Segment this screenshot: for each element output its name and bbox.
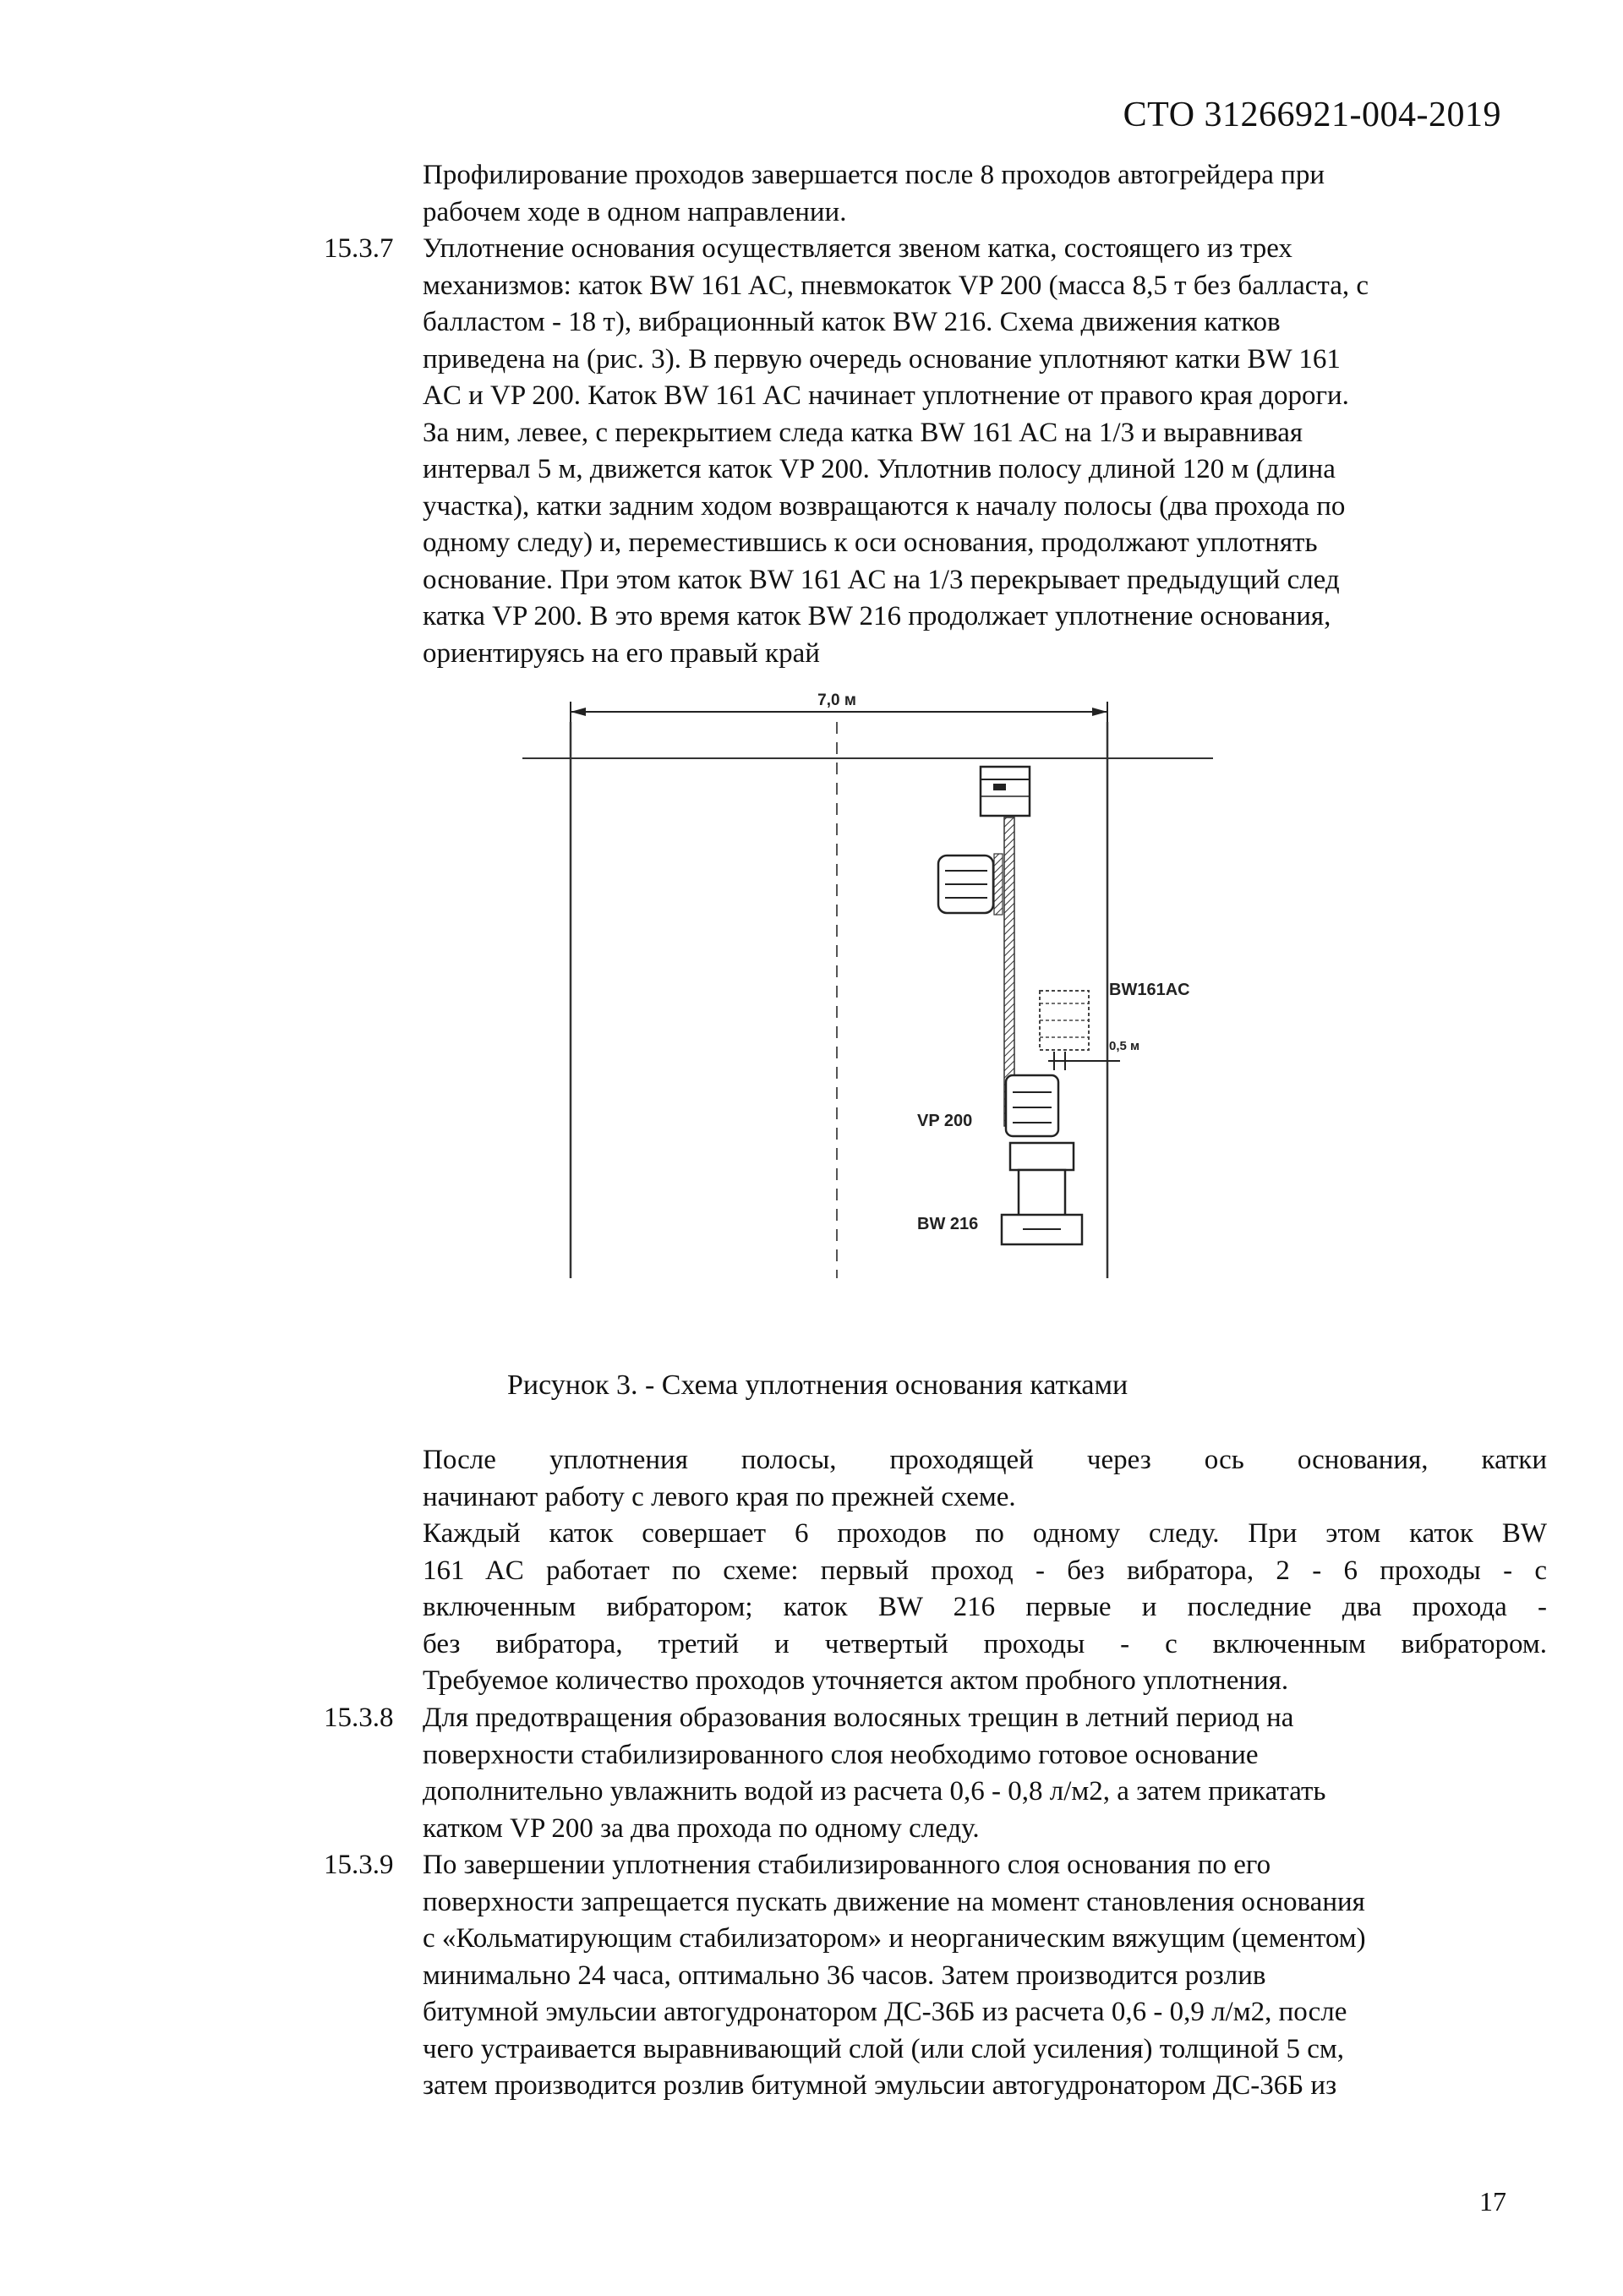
text-line: затем производится розлив битумной эмульсии автогудронатором ДС-36Б из: [423, 2070, 1337, 2101]
text-line: интервал 5 м, движется каток VP 200. Уплотнив полосу длиной 120 м (длина: [423, 454, 1336, 484]
text-line: катка VP 200. В это время каток BW 216 продолжает уплотнение основания,: [423, 601, 1331, 631]
text-line: балластом - 18 т), вибрационный каток BW 216. Схема движения катков: [423, 307, 1281, 337]
roller-vp200: [1006, 1075, 1058, 1136]
text-line: Профилирование проходов завершается после 8 проходов автогрейдера при: [423, 160, 1325, 190]
roller-bw216: [1002, 1143, 1082, 1244]
text-line: Каждый каток совершает 6 проходов по одному следу. При этом каток BW: [423, 1518, 1547, 1549]
text-line: начинают работу с левого края по прежней схеме.: [423, 1481, 1016, 1512]
figure-compaction-scheme: [499, 686, 1234, 1295]
label-vp200: VP 200: [917, 1112, 973, 1130]
text-line: поверхности стабилизированного слоя необходимо готовое основание: [423, 1739, 1259, 1770]
section-number-15-3-8: 15.3.8: [324, 1703, 394, 1733]
dimension-label: 7,0 м: [817, 692, 856, 709]
figure-caption: Рисунок 3. - Схема уплотнения основания катками: [507, 1369, 1128, 1401]
text-line: Для предотвращения образования волосяных трещин в летний период на: [423, 1703, 1294, 1733]
text-line: рабочем ходе в одном направлении.: [423, 196, 847, 227]
text-line: 161 AC работает по схеме: первый проход - без вибратора, 2 - 6 проходы - с: [423, 1555, 1547, 1586]
section-number-15-3-9: 15.3.9: [324, 1850, 394, 1880]
text-line: без вибратора, третий и четвертый проходы - с включенным вибратором.: [423, 1628, 1547, 1659]
paragraph-profiling: [423, 157, 1547, 231]
text-line: Уплотнение основания осуществляется звеном катка, состоящего из трех: [423, 233, 1292, 264]
dimension-arrow-right: [1092, 708, 1107, 716]
text-line: дополнительно увлажнить водой из расчета 0,6 - 0,8 л/м2, а затем прикатать: [423, 1776, 1326, 1807]
text-line: механизмов: каток BW 161 AC, пневмокаток VP 200 (масса 8,5 т без балласта, с: [423, 270, 1369, 301]
roller-top: [981, 767, 1030, 816]
text-line: участка), катки задним ходом возвращаются к началу полосы (два прохода по: [423, 490, 1346, 522]
text-line: катком VP 200 за два прохода по одному следу.: [423, 1812, 980, 1844]
text-line: включенным вибратором; каток BW 216 первые и последние два прохода -: [423, 1592, 1547, 1622]
text-line: с «Кольматирующим стабилизатором» и неорганическим вяжущим (цементом): [423, 1923, 1366, 1954]
text-line: битумной эмульсии автогудронатором ДС-36Б из расчета 0,6 - 0,9 л/м2, после: [423, 1997, 1347, 2027]
section-15-3-9-text: [423, 1847, 1547, 2105]
text-line: Требуемое количество проходов уточняется актом пробного уплотнения.: [423, 1665, 1289, 1696]
text-line: По завершении уплотнения стабилизированного слоя основания по его: [423, 1850, 1271, 1880]
section-number-15-3-7: 15.3.7: [324, 233, 394, 264]
text-line: За ним, левее, с перекрытием следа катка BW 161 AC на 1/3 и выравнивая: [423, 417, 1303, 448]
text-line: чего устраивается выравнивающий слой (или слой усиления) толщиной 5 см,: [423, 2033, 1344, 2064]
text-line: основание. При этом каток BW 161 AC на 1/3 перекрывает предыдущий след: [423, 564, 1340, 595]
roller-left: [938, 854, 1003, 915]
label-bw216: BW 216: [917, 1215, 979, 1233]
text-line: После уплотнения полосы, проходящей через ось основания, катки: [423, 1445, 1547, 1475]
text-line: приведена на (рис. 3). В первую очередь основание уплотняют катки BW 161: [423, 343, 1341, 374]
document-code: СТО 31266921-004-2019: [1123, 96, 1501, 134]
paragraph-after-figure: [423, 1442, 1547, 1700]
page-number: 17: [1479, 2186, 1506, 2217]
section-15-3-8-text: [423, 1700, 1547, 1847]
text-line: ориентируясь на его правый край: [423, 637, 820, 669]
roller-bw161ac: [1040, 991, 1089, 1050]
text-line: минимально 24 часа, оптимально 36 часов. Затем производится розлив: [423, 1960, 1266, 1991]
text-line: поверхности запрещается пускать движение на момент становления основания: [423, 1886, 1365, 1917]
dimension-arrow-left: [571, 708, 586, 716]
label-gap: 0,5 м: [1109, 1039, 1140, 1053]
text-line: AC и VP 200. Каток BW 161 AC начинает уплотнение от правого края дороги.: [423, 380, 1349, 411]
section-15-3-7-text: [423, 231, 1547, 672]
text-line: одному следу) и, переместившись к оси основания, продолжают уплотнять: [423, 528, 1318, 558]
label-bw161ac: BW161AC: [1109, 981, 1190, 999]
